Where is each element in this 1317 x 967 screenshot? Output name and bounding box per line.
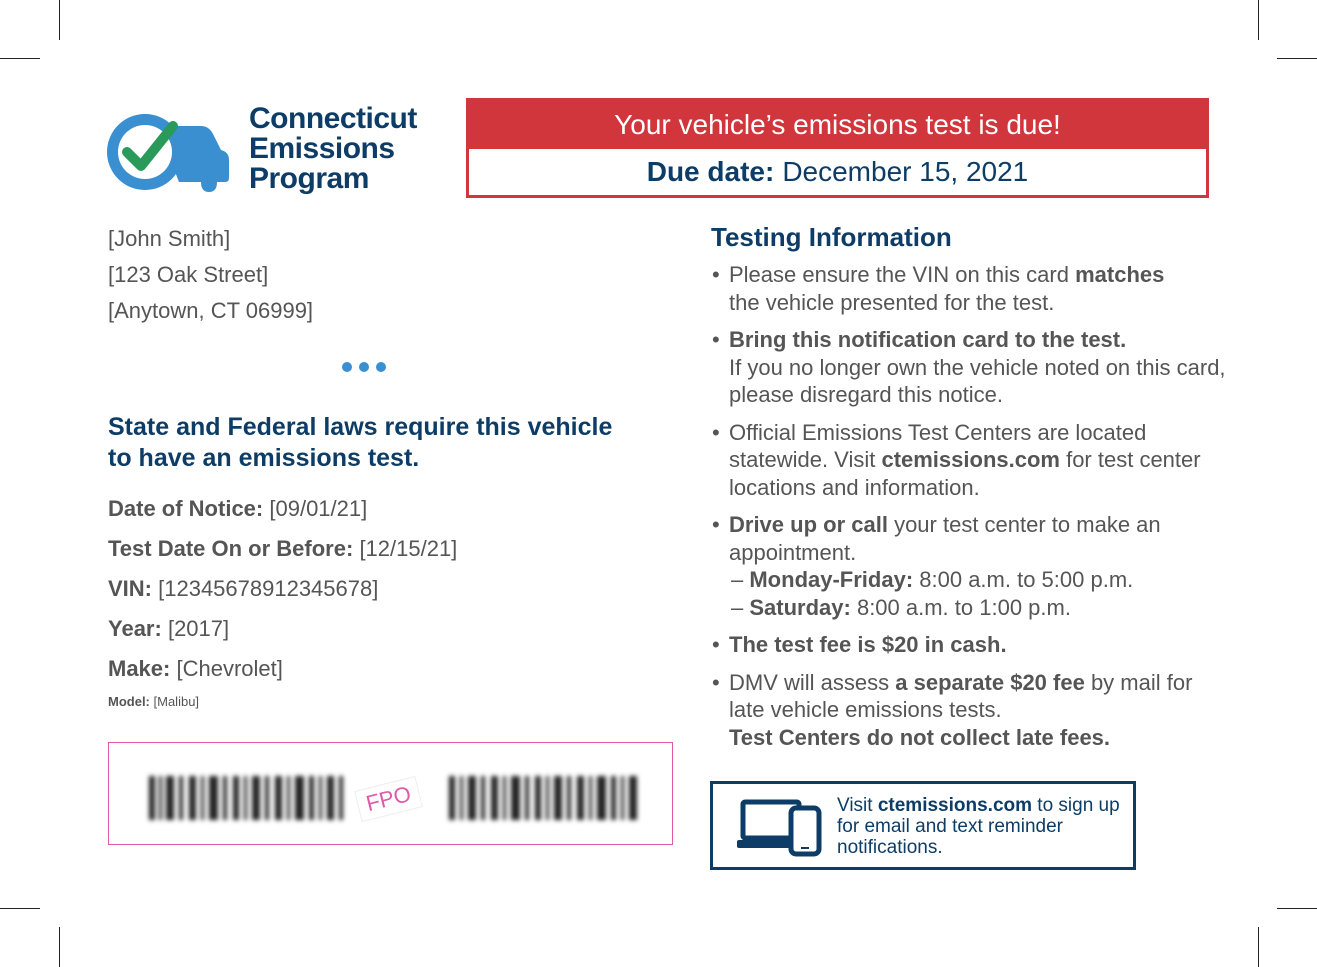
text: Saturday: [749, 594, 851, 620]
detail-model [108, 692, 457, 712]
text: ctemissions.com [881, 447, 1060, 472]
detail-label: Model: [108, 694, 150, 709]
crop-mark [1258, 0, 1259, 40]
logo-line-2: Emissions [249, 132, 395, 165]
due-date-label: Due date: [646, 156, 775, 187]
signup-callout [710, 781, 1136, 870]
detail-label: Make: [108, 656, 171, 681]
detail-value: [2017] [167, 616, 230, 641]
detail-value: [Malibu] [153, 694, 200, 709]
program-name [249, 104, 417, 194]
text: 8:00 a.m. to 1:00 p.m. [850, 594, 1071, 620]
text: Monday-Friday: [749, 567, 914, 592]
list-item [711, 261, 1231, 316]
detail-test-date [108, 532, 457, 572]
detail-make [108, 652, 457, 692]
text: Test Centers do not collect late fees. [729, 724, 1111, 750]
testing-info-list [711, 261, 1231, 761]
text: by mail for late vehicle emissions tests. [729, 669, 1193, 722]
logo-line-3: Program [249, 162, 369, 195]
text: DMV will assess [729, 669, 896, 695]
due-date-value: December 15, 2021 [782, 156, 1029, 187]
text: Drive up or call [729, 512, 888, 537]
detail-value: [12345678912345678] [158, 576, 379, 601]
due-banner [466, 98, 1209, 198]
law-notice: State and Federal laws require this vehicle to have an emissions test. [108, 413, 613, 472]
hours-weekday: – Monday-Friday: 8:00 a.m. to 5:00 p.m. [731, 567, 1134, 592]
barcode-area [108, 742, 673, 845]
dot [376, 362, 386, 372]
list-item [711, 631, 1231, 659]
laptop-phone-icon [737, 796, 829, 858]
text: to sign up for email and text reminder notifications. [837, 795, 1120, 858]
list-item [711, 511, 1231, 621]
mailing-address [108, 221, 313, 329]
text: the vehicle presented for the test. [729, 289, 1055, 315]
text: a separate $20 fee [895, 669, 1085, 695]
detail-vin [108, 572, 457, 612]
separator-dots [342, 362, 386, 372]
crop-mark [1258, 927, 1259, 967]
detail-value: [09/01/21] [269, 496, 368, 521]
list-item [711, 669, 1231, 752]
text: Official Emissions Test Centers are located statewide. Visit [729, 419, 1147, 472]
signup-text [837, 795, 1127, 858]
detail-label: Date of Notice: [108, 496, 264, 521]
fpo-stamp: FPO [354, 776, 423, 822]
detail-label: Test Date On or Before: [108, 536, 354, 561]
crop-mark [1277, 58, 1317, 59]
vehicle-details [108, 492, 457, 712]
crop-mark [1277, 908, 1317, 909]
detail-label: VIN: [108, 576, 152, 601]
text: Bring this notification card to the test. [729, 327, 1127, 352]
detail-label: Year: [108, 616, 162, 641]
detail-value: [Chevrolet] [176, 656, 283, 681]
detail-date-of-notice [108, 492, 457, 532]
address-name: [John Smith] [108, 226, 231, 251]
list-item [711, 326, 1231, 409]
list-item [711, 419, 1231, 502]
crop-mark [59, 0, 60, 40]
text: Please ensure the VIN on this card [729, 262, 1076, 287]
text: If you no longer own the vehicle noted on this card, please disregard this notice. [729, 354, 1226, 407]
testing-info-title: Testing Information [711, 222, 952, 252]
website-link: ctemissions.com [877, 795, 1033, 816]
text: The test fee is $20 in cash. [729, 632, 1007, 657]
text: 8:00 a.m. to 5:00 p.m. [913, 567, 1134, 592]
dot [359, 362, 369, 372]
dot [342, 362, 352, 372]
crop-mark [0, 908, 40, 909]
text: Visit [837, 795, 878, 816]
due-date [469, 149, 1206, 195]
program-logo [105, 104, 445, 199]
hours-saturday: – Saturday: 8:00 a.m. to 1:00 p.m. [731, 594, 1071, 620]
address-street: [123 Oak Street] [108, 262, 269, 287]
detail-value: [12/15/21] [359, 536, 458, 561]
crop-mark [59, 927, 60, 967]
address-city: [Anytown, CT 06999] [108, 298, 314, 323]
logo-line-1: Connecticut [249, 102, 417, 135]
detail-year [108, 612, 457, 652]
crop-mark [0, 58, 40, 59]
banner-headline: Your vehicle’s emissions test is due! [469, 101, 1206, 149]
text: your test center to make an appointment. [729, 512, 1161, 565]
text: for test center locations and information. [729, 447, 1201, 500]
car-checkmark-icon [105, 108, 235, 196]
text: matches [1075, 262, 1165, 287]
